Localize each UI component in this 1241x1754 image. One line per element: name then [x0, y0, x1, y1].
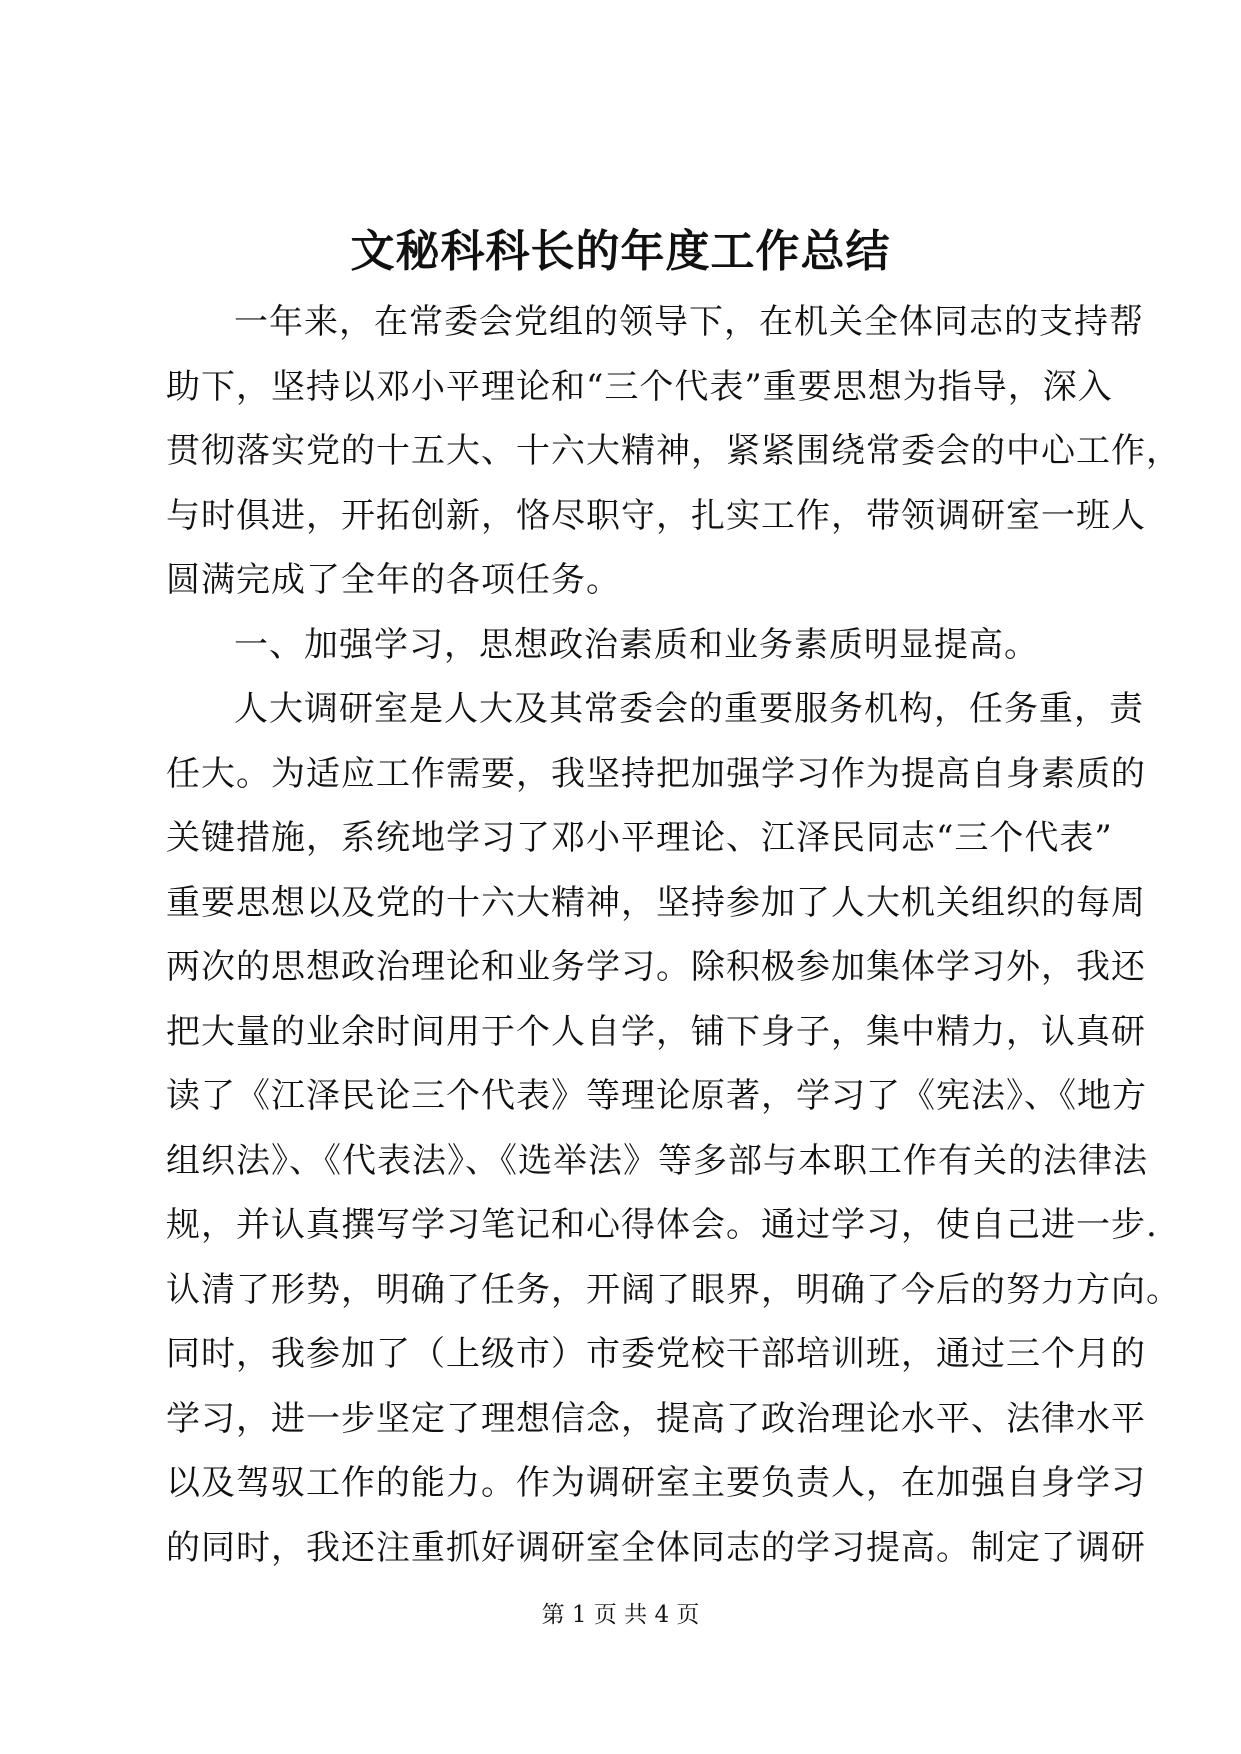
- page-number-footer: 第 1 页 共 4 页: [541, 1602, 700, 1628]
- body-line: 重要思想以及党的十六大精神，坚持参加了人大机关组织的每周: [166, 882, 1146, 923]
- body-line: 任大。为适应工作需要，我坚持把加强学习作为提高自身素质的: [166, 753, 1146, 794]
- body-line: 两次的思想政治理论和业务学习。除积极参加集体学习外，我还: [166, 947, 1146, 987]
- body-line: 助下，坚持以邓小平理论和“三个代表”重要思想为指导，深入: [166, 366, 1113, 407]
- body-line: 同时，我参加了（上级市）市委党校干部培训班，通过三个月的: [166, 1334, 1146, 1374]
- body-line: 一年来，在常委会党组的领导下，在机关全体同志的支持帮: [234, 302, 1144, 342]
- body-line: 人大调研室是人大及其常委会的重要服务机构，任务重，责: [234, 689, 1144, 729]
- body-line: 规，并认真撰写学习笔记和心得体会。通过学习，使自己进一步.: [166, 1205, 1158, 1245]
- body-line: 把大量的业余时间用于个人自学，铺下身子，集中精力，认真研: [166, 1011, 1146, 1052]
- body-line: 的同时，我还注重抓好调研室全体同志的学习提高。制定了调研: [166, 1527, 1146, 1568]
- section-heading: 一、加强学习，思想政治素质和业务素质明显提高。: [234, 624, 1039, 665]
- document-title: 文秘科科长的年度工作总结: [350, 226, 891, 277]
- body-line: 圆满完成了全年的各项任务。: [166, 560, 621, 600]
- body-line: 读了《江泽民论三个代表》等理论原著，学习了《宪法》、《地方: [166, 1076, 1147, 1116]
- body-line: 关键措施，系统地学习了邓小平理论、江泽民同志“三个代表”: [166, 818, 1113, 858]
- body-line: 学习，进一步坚定了理想信念，提高了政治理论水平、法律水平: [166, 1398, 1146, 1439]
- body-line: 以及驾驭工作的能力。作为调研室主要负责人，在加强自身学习: [166, 1463, 1146, 1503]
- body-line: 组织法》、《代表法》、《选举法》等多部与本职工作有关的法律法: [166, 1140, 1148, 1181]
- body-line: 与时俱进，开拓创新，恪尽职守，扎实工作，带领调研室一班人: [166, 495, 1146, 536]
- body-line: 认清了形势，明确了任务，开阔了眼界，明确了今后的努力方向。: [166, 1269, 1181, 1310]
- body-line: 贯彻落实党的十五大、十六大精神，紧紧围绕常委会的中心工作，: [166, 431, 1181, 471]
- document-body: [166, 290, 1181, 1580]
